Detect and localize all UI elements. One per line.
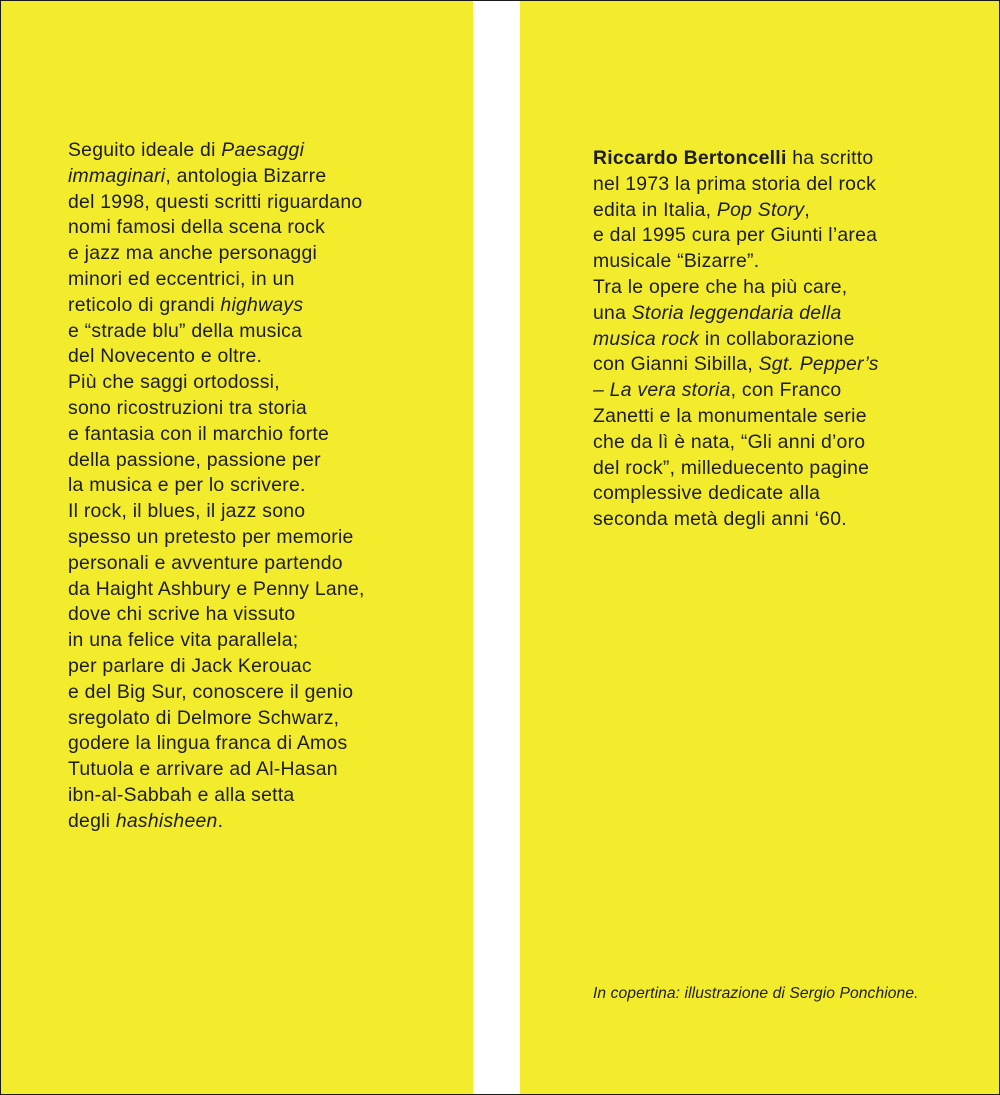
description-line xyxy=(68,602,365,628)
text-segment: sregolato di Delmore Schwarz, xyxy=(68,706,340,729)
description-line xyxy=(68,319,365,345)
description-line xyxy=(68,731,365,757)
cover-credit-caption: In copertina: illustrazione di Sergio Ponchione. xyxy=(593,985,919,1002)
bio-line xyxy=(593,430,879,456)
description-line xyxy=(68,525,365,551)
text-segment: e del Big Sur, conoscere il genio xyxy=(68,680,354,703)
bio-line xyxy=(593,249,879,275)
text-segment: la musica e per lo scrivere. xyxy=(68,474,306,497)
text-segment: Seguito ideale di xyxy=(68,139,222,161)
bio-line xyxy=(593,198,879,224)
text-segment: degli xyxy=(68,809,116,832)
text-segment: che da lì è nata, “Gli anni d’oro xyxy=(593,430,866,453)
bio-line xyxy=(593,352,879,378)
description-line xyxy=(68,396,365,422)
description-line xyxy=(68,706,365,732)
description-line xyxy=(68,654,365,680)
text-segment: per parlare di Jack Kerouac xyxy=(68,654,312,677)
description-line xyxy=(68,448,365,474)
description-line xyxy=(68,293,365,319)
text-segment: nomi famosi della scena rock xyxy=(68,216,326,239)
text-segment: complessive dedicate alla xyxy=(593,482,821,505)
description-line xyxy=(68,190,365,216)
text-segment: e fantasia con il marchio forte xyxy=(68,422,330,445)
bio-line xyxy=(593,146,879,172)
description-line xyxy=(68,809,365,835)
bio-line xyxy=(593,456,879,482)
text-segment: del 1998, questi scritti riguardano xyxy=(68,190,363,213)
description-line xyxy=(68,757,365,783)
description-line xyxy=(68,499,365,525)
text-segment: minori ed eccentrici, in un xyxy=(68,267,295,290)
bio-line xyxy=(593,172,879,198)
text-segment: Zanetti e la monumentale serie xyxy=(593,404,867,427)
description-line xyxy=(68,422,365,448)
text-segment: Più che saggi ortodossi, xyxy=(68,371,280,394)
text-segment: ha scritto xyxy=(786,147,874,169)
bio-line xyxy=(593,507,879,533)
author-bio xyxy=(593,146,879,533)
text-segment: con Gianni Sibilla, xyxy=(593,353,759,376)
description-line xyxy=(68,241,365,267)
description-line xyxy=(68,577,365,603)
book-description xyxy=(68,138,365,835)
text-segment: e jazz ma anche personaggi xyxy=(68,242,318,265)
author-name: Riccardo Bertoncelli xyxy=(593,147,787,169)
bio-line xyxy=(593,275,879,301)
description-line xyxy=(68,680,365,706)
text-segment: e dal 1995 cura per Giunti l’area xyxy=(593,224,878,247)
text-segment: della passione, passione per xyxy=(68,448,321,471)
text-segment: da Haight Ashbury e Penny Lane, xyxy=(68,577,365,600)
italic-text: Paesaggi xyxy=(221,139,305,161)
bio-line xyxy=(593,481,879,507)
italic-text: musica rock xyxy=(593,327,700,350)
text-segment: Tutuola e arrivare ad Al-Hasan xyxy=(68,758,338,781)
description-line xyxy=(68,215,365,241)
italic-text: hashisheen xyxy=(115,809,218,832)
italic-text: highways xyxy=(220,293,304,316)
text-segment: dove chi scrive ha vissuto xyxy=(68,603,296,626)
description-line xyxy=(68,473,365,499)
description-line xyxy=(68,551,365,577)
text-segment: reticolo di grandi xyxy=(68,293,221,316)
text-segment: una xyxy=(593,301,632,324)
text-segment: Il rock, il blues, il jazz sono xyxy=(68,500,306,523)
description-line xyxy=(68,628,365,654)
text-segment: . xyxy=(217,809,224,832)
text-segment: Tra le opere che ha più care, xyxy=(593,275,848,298)
description-line xyxy=(68,267,365,293)
bio-line xyxy=(593,327,879,353)
italic-text: Storia leggendaria della xyxy=(631,301,842,324)
text-segment: musicale “Bizarre”. xyxy=(593,250,760,273)
text-segment: personali e avventure partendo xyxy=(68,551,343,574)
text-segment: , xyxy=(804,198,810,221)
text-segment: del rock”, milleduecento pagine xyxy=(593,456,870,479)
bio-line xyxy=(593,223,879,249)
text-segment: seconda metà degli anni ‘60. xyxy=(593,508,847,531)
text-segment: in una felice vita parallela; xyxy=(68,629,299,652)
italic-text: Pop Story xyxy=(716,198,805,221)
bio-line xyxy=(593,301,879,327)
description-line xyxy=(68,370,365,396)
text-segment: del Novecento e oltre. xyxy=(68,345,263,368)
italic-text: – La vera storia xyxy=(593,379,731,402)
italic-text: immaginari xyxy=(68,164,166,187)
italic-text: Sgt. Pepper’s xyxy=(758,353,879,376)
text-segment: godere la lingua franca di Amos xyxy=(68,732,348,755)
text-segment: , antologia Bizarre xyxy=(165,164,327,187)
description-line xyxy=(68,344,365,370)
text-segment: e “strade blu” della musica xyxy=(68,319,303,342)
description-line xyxy=(68,164,365,190)
text-segment: , con Franco xyxy=(730,379,842,402)
text-segment: ibn-al-Sabbah e alla setta xyxy=(68,783,295,806)
bio-line xyxy=(593,404,879,430)
text-segment: sono ricostruzioni tra storia xyxy=(68,396,307,419)
text-segment: spesso un pretesto per memorie xyxy=(68,525,354,548)
text-segment: nel 1973 la prima storia del rock xyxy=(593,172,877,195)
bio-line xyxy=(593,378,879,404)
text-segment: in collaborazione xyxy=(699,327,855,350)
center-gap xyxy=(473,1,520,1094)
description-line xyxy=(68,783,365,809)
text-segment: edita in Italia, xyxy=(593,198,717,221)
description-line xyxy=(68,138,365,164)
